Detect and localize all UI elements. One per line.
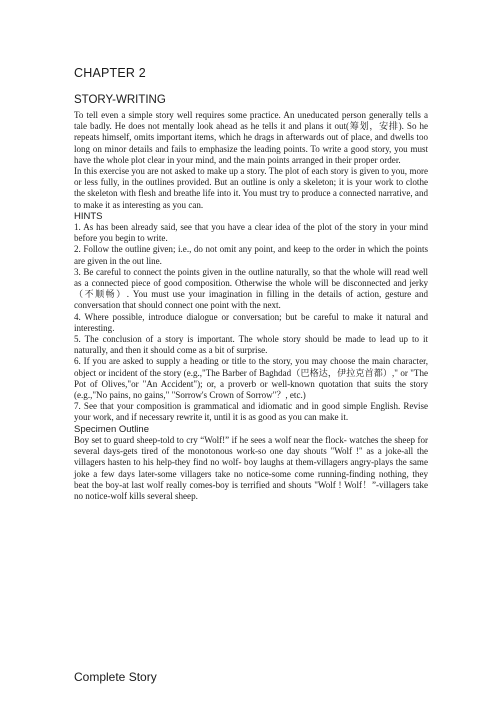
hint-item: 3. Be careful to connect the points given in the outline naturally, so that the whole will read well as a connected piece of good composition. Otherwise the whole will be disconnected and jerky（不顺畅）. You must use your imagination in filling in the details of action, gesture and conversation that should connect one point with the next. xyxy=(74,266,428,311)
outline-text: Boy set to guard sheep-told to cry “Wolf!” if he sees a wolf near the flock- watches the sheep for several days-gets tired of the monotonous work-so one day shouts "Wolf !" as a joke-all the villagers hasten to his help-they find no wolf- boy laughs at them-villagers angry-plays the same joke a few days later-some villagers take no notice-some come running-finding nothing, they beat the boy-at last wolf really comes-boy is terrified and shouts "Wolf ! Wolf！”-villagers take no notice-wolf kills several sheep. xyxy=(74,434,428,501)
chapter-title: CHAPTER 2 xyxy=(74,66,146,80)
outline-heading: Specimen Outline xyxy=(74,423,149,435)
hint-item: 4. Where possible, introduce dialogue or conversation; but be careful to make it natural and interesting. xyxy=(74,311,428,333)
hints-heading: HINTS xyxy=(74,210,103,222)
intro-paragraph: In this exercise you are not asked to make up a story. The plot of each story is given to you, more or less fully, in the outlines provided. But an outline is only a skeleton; it is your work to clothe the skeleton with flesh and breathe life into it. You must try to produce a connected narrative, and to make it as interesting as you can. xyxy=(74,166,428,210)
complete-story-heading: Complete Story xyxy=(74,670,157,684)
hint-item: 1. As has been already said, see that you have a clear idea of the plot of the story in your mind before you begin to write. xyxy=(74,222,428,244)
hint-item: 2. Follow the outline given; i.e., do not omit any point, and keep to the order in which the points are given in the out line. xyxy=(74,244,428,266)
hint-item: 7. See that your composition is grammatical and idiomatic and in good simple English. Revise your work, and if necessary rewrite it, until it is as good as you can make it. xyxy=(74,401,428,423)
section-title: STORY-WRITING xyxy=(74,94,166,106)
body-text xyxy=(74,110,428,502)
intro-paragraph: To tell even a simple story well requires some practice. An uneducated person generally tells a tale badly. He does not mentally look ahead as he tells it and plans it out(筹划，安排). So he repeats himself, omits important items, which he drags in afterwards out of place, and dwells too long on minor details and fails to emphasize the leading points. To write a good story, you must have the whole plot clear in your mind, and the main points arranged in their proper order. xyxy=(74,110,428,165)
hint-item: 6. If you are asked to supply a heading or title to the story, you may choose the main character, object or incident of the story (e.g.,"The Barber of Baghdad（巴格达，伊拉克首都）," or "The Pot of Olives,"or "An Accident"); or, a proverb or well-known quotation that suits the story (e.g.,"No pains, no gains," "Sorrow's Crown of Sorrow"？, etc.) xyxy=(74,356,428,401)
hint-item: 5. The conclusion of a story is important. The whole story should be made to lead up to it naturally, and then it should come as a bit of surprise. xyxy=(74,334,428,356)
